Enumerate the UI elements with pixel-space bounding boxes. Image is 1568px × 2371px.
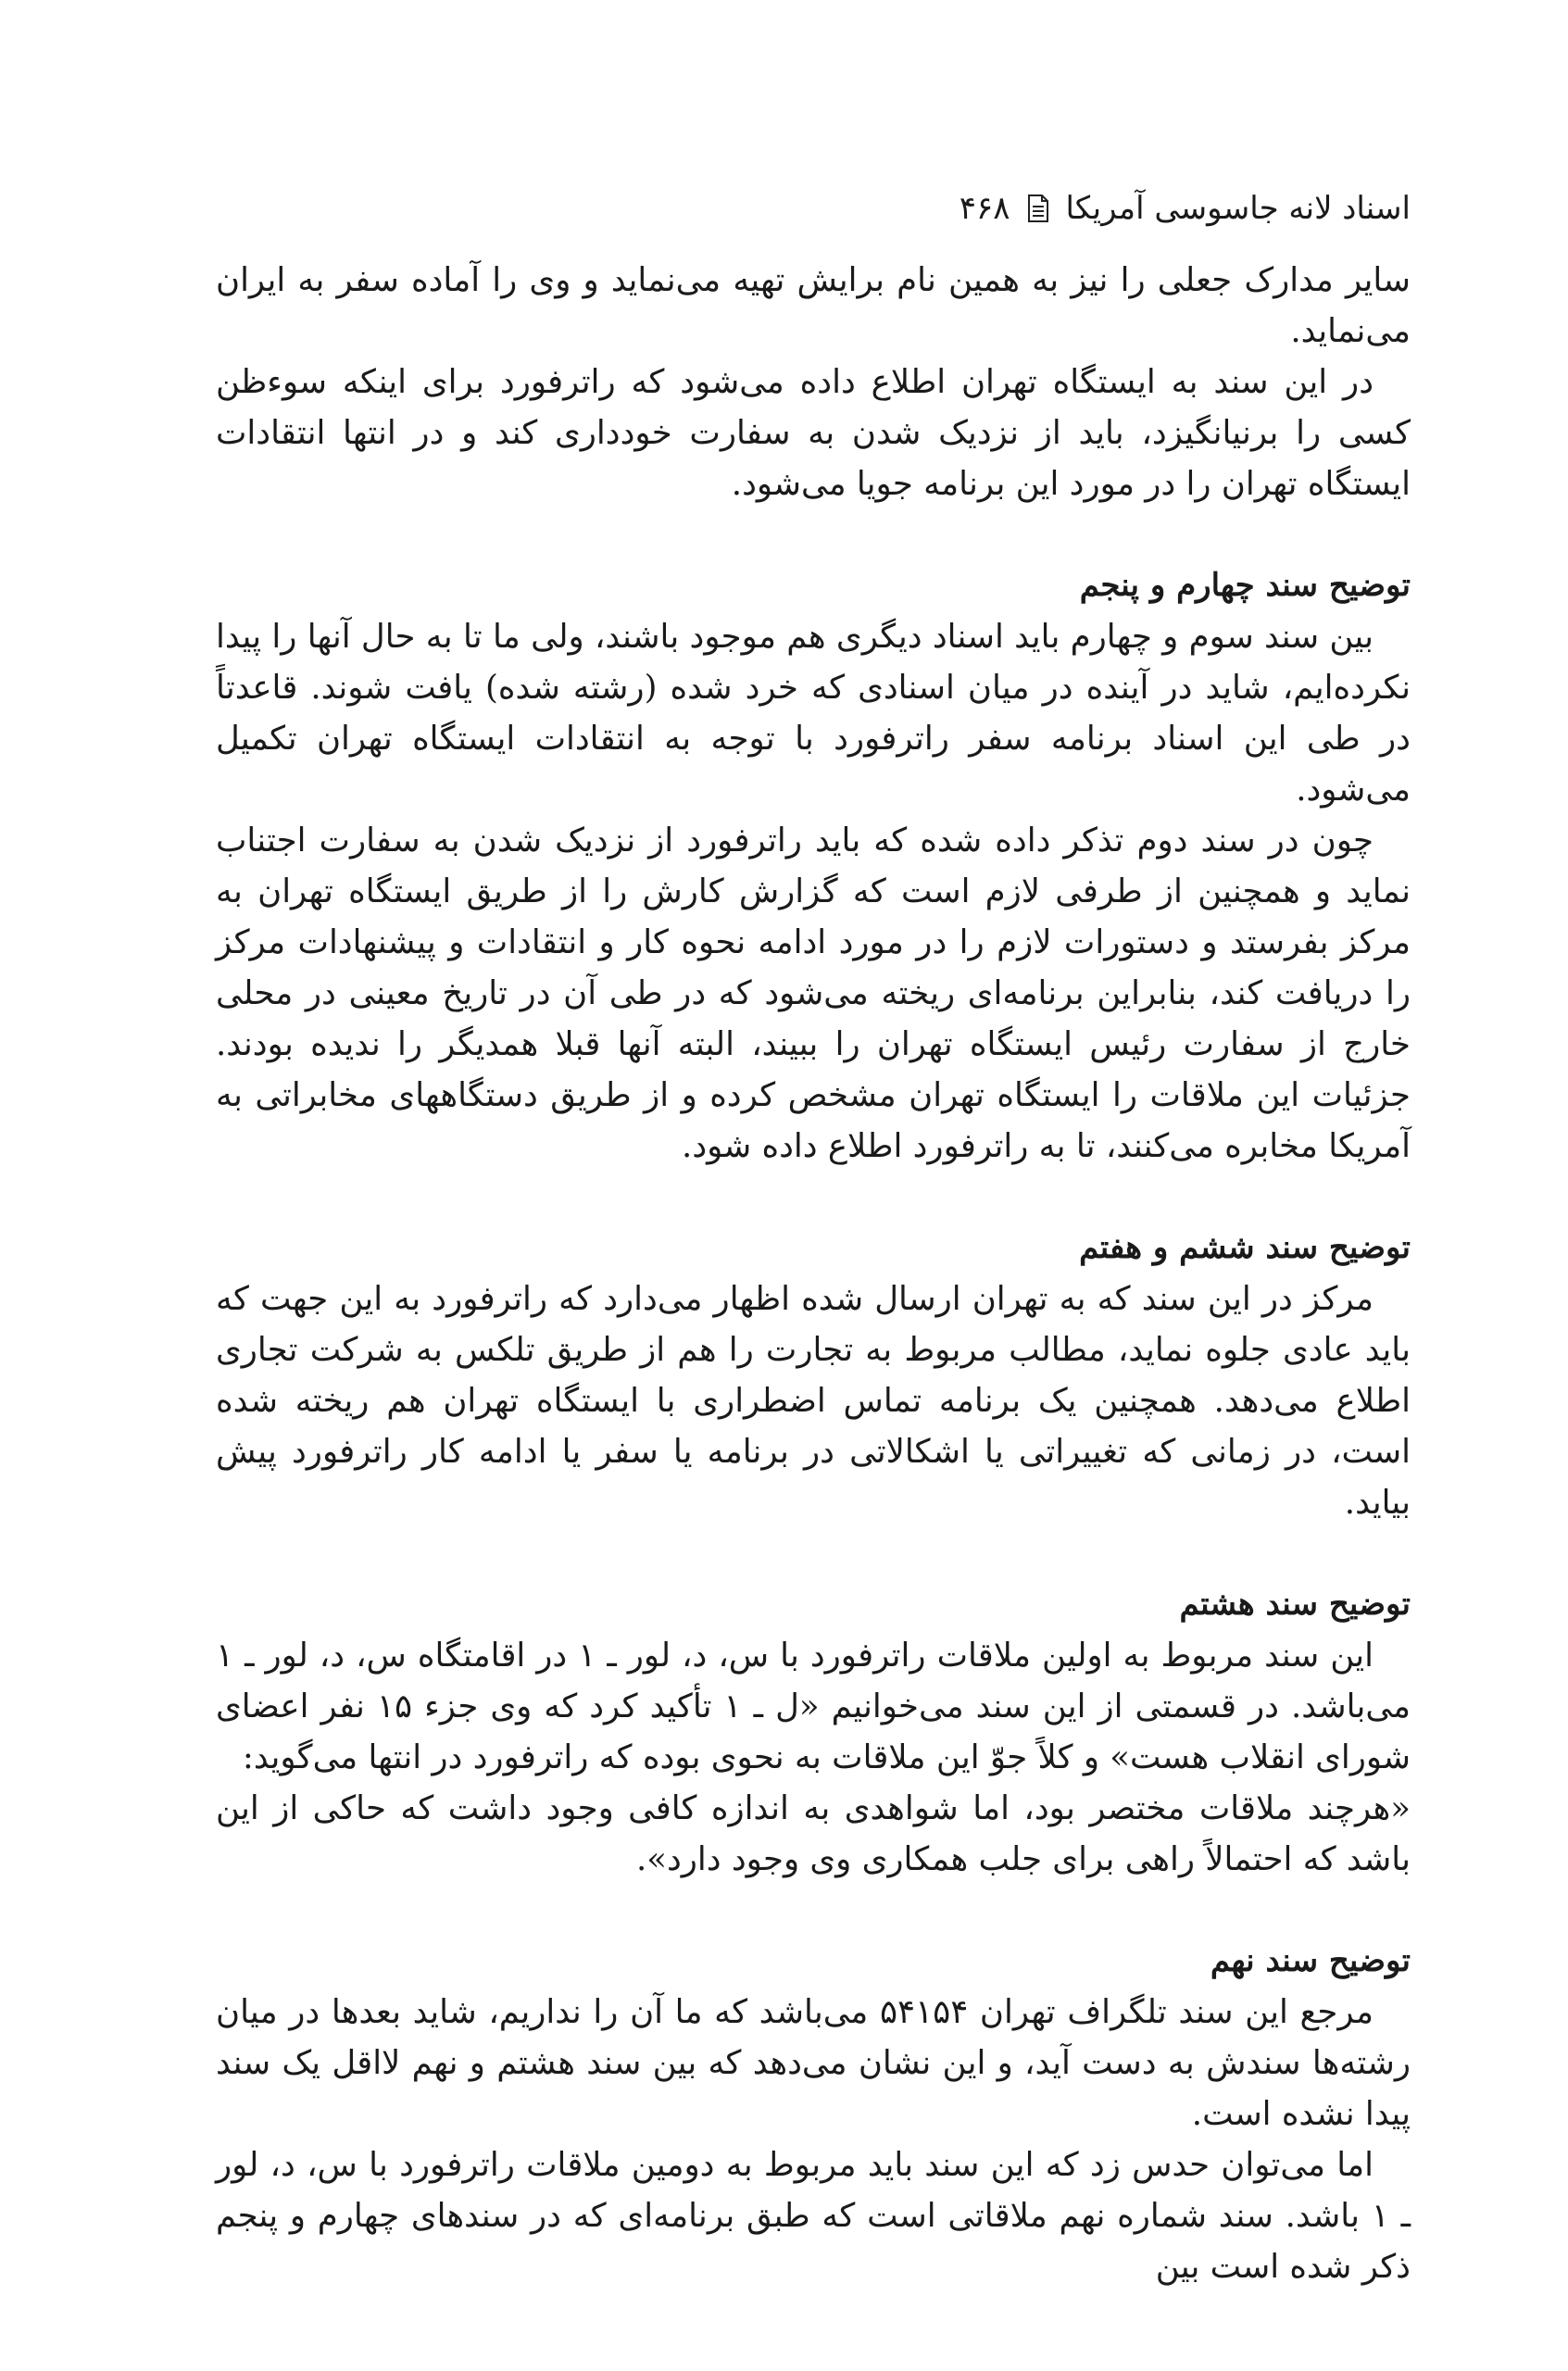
body-text bbox=[216, 255, 1411, 2292]
section-heading-8: توضیح سند هشتم bbox=[1179, 1586, 1411, 1623]
intro-paragraph-1: سایر مدارک جعلی را نیز به همین نام برایش تهیه می‌نماید و وی را آماده سفر به ایران می‌نماید. bbox=[216, 261, 1411, 350]
section-9-paragraph-2: اما می‌توان حدس زد که این سند باید مربوط به دومین ملاقات راترفورد با س، د، لور ـ ۱ باشد. سند شماره نهم ملاقاتی است که طبق برنامه‌ای که در سندهای چهارم و پنجم ذکر شده است بین bbox=[216, 2146, 1411, 2286]
book-title: اسناد لانه جاسوسی آمریکا bbox=[1065, 190, 1411, 227]
document-icon bbox=[1027, 194, 1049, 222]
intro-paragraph-2: در این سند به ایستگاه تهران اطلاع داده می‌شود که راترفورد برای اینکه سوءظن کسی را برنیانگیزد، باید از نزدیک شدن به سفارت خودداری کند و در انتها انتقادات ایستگاه تهران را در مورد این برنامه جویا می‌شود. bbox=[216, 363, 1411, 503]
section-heading-6-7: توضیح سند ششم و هفتم bbox=[1079, 1229, 1411, 1266]
section-9-paragraph-1: مرجع این سند تلگراف تهران ۵۴۱۵۴ می‌باشد که ما آن را نداریم، شاید بعدها در میان رشته‌ها سندش به دست آید، و این نشان می‌دهد که بین سند هشتم و نهم لااقل یک سند پیدا نشده است. bbox=[216, 1993, 1411, 2133]
section-4-5-paragraph-1: بین سند سوم و چهارم باید اسناد دیگری هم موجود باشند، ولی ما تا به حال آنها را پیدا نکرده‌ایم، شاید در آینده در میان اسنادی که خرد شده (رشته شده) یافت شوند. قاعدتاً در طی این اسناد برنامه سفر راترفورد با توجه به انتقادات ایستگاه تهران تکمیل می‌شود. bbox=[216, 618, 1411, 809]
section-heading-4-5: توضیح سند چهارم و پنجم bbox=[1079, 567, 1411, 604]
running-header bbox=[960, 185, 1411, 232]
section-8-paragraph-1: این سند مربوط به اولین ملاقات راترفورد با س، د، لور ـ ۱ در اقامتگاه س، د، لور ـ ۱ می‌باشد. در قسمتی از این سند می‌خوانیم «ل ـ ۱ تأکید کرد که وی جزء ۱۵ نفر اعضای شورای انقلاب هست» و کلاً جوّ این ملاقات به نحوی بوده که راترفورد در انتها می‌گوید: bbox=[216, 1637, 1411, 1776]
section-4-5-paragraph-2: چون در سند دوم تذکر داده شده که باید راترفورد از نزدیک شدن به سفارت اجتناب نماید و همچنین از طرفی لازم است که گزارش کارش را از طریق ایستگاه تهران به مرکز بفرستد و دستورات لازم را در مورد ادامه نحوه کار و انتقادات و پیشنهادات مرکز را دریافت کند، بنابراین برنامه‌ای ریخته می‌شود که در طی آن در تاریخ معینی در محلی خارج از سفارت رئیس ایستگاه تهران را ببیند، البته آنها قبلا همدیگر را ندیده بودند. جزئیات این ملاقات را ایستگاه تهران مشخص کرده و از طریق دستگاههای مخابراتی به آمریکا مخابره می‌کنند، تا به راترفورد اطلاع داده شود. bbox=[216, 822, 1411, 1165]
page-number: ۴۶۸ bbox=[959, 190, 1010, 227]
section-6-7-paragraph-1: مرکز در این سند که به تهران ارسال شده اظهار می‌دارد که راترفورد به این جهت که باید عادی جلوه نماید، مطالب مربوط به تجارت را هم از طریق تلکس به شرکت تجاری اطلاع می‌دهد. همچنین یک برنامه تماس اضطراری با ایستگاه تهران هم ریخته شده است، در زمانی که تغییراتی یا اشکالاتی در برنامه یا سفر یا ادامه کار راترفورد پیش بیاید. bbox=[216, 1280, 1411, 1522]
section-8-quote: «هرچند ملاقات مختصر بود، اما شواهدی به اندازه کافی وجود داشت که حاکی از این باشد که احتمالاً راهی برای جلب همکاری وی وجود دارد». bbox=[216, 1789, 1411, 1878]
section-heading-9: توضیح سند نهم bbox=[1210, 1942, 1411, 1979]
